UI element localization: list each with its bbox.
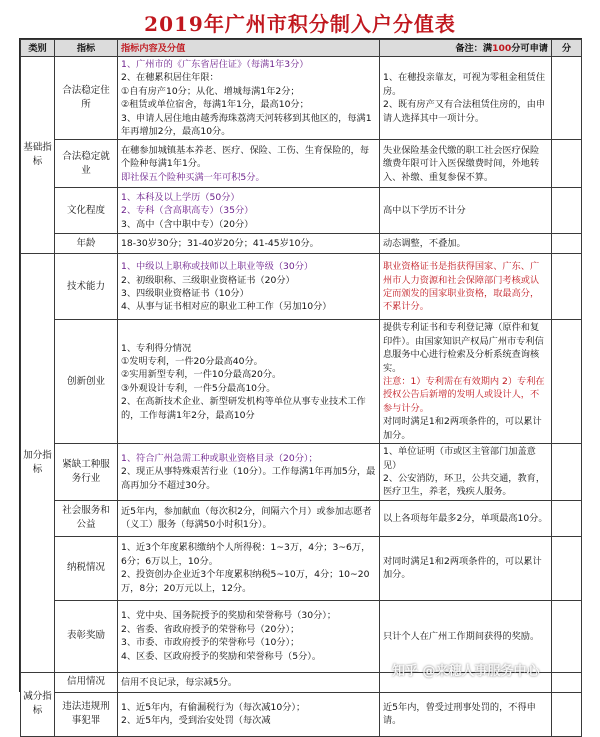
header-indicator: 指标 (55, 40, 118, 57)
notes-line: 以上各项每年最多2分，单项最高10分。 (383, 512, 548, 524)
notes-line: 对同时满足1和2两项条件的，可以累计加分。 (383, 555, 542, 581)
content-line: 1、符合广州急需工种或职业资格目录（20分）； (121, 452, 318, 464)
notes-cell (380, 500, 552, 536)
notes-cell (380, 692, 552, 736)
content-cell (118, 692, 380, 736)
table-row (21, 320, 582, 444)
score-cell (552, 600, 582, 672)
notes-cell (380, 254, 552, 320)
content-line: 1、近3个年度累积缴纳个人所得税：1~3万，4分；3~6万，6分；6万以上，10分。 (121, 542, 371, 567)
content-line: 2、投资创办企业近3个年度累积纳税5~10万，4分；10~20万，8分；20万元以上，12分。 (121, 569, 370, 594)
table-row (21, 536, 582, 600)
indicator-cell: 文化程度 (55, 188, 118, 234)
content-line: ②租赁或单位宿舍，每满1年1分，最高10分； (121, 99, 309, 111)
table-row (21, 692, 582, 736)
indicator-cell: 技术能力 (55, 254, 118, 320)
content-line: 即社保五个险种买满一年可积5分。 (121, 171, 265, 183)
notes-line: 提供专利证书和专利登记簿（原件和复印件）。由国家知识产权局广州市专利信息服务中心进行检索及分析系统查询核实。 (383, 322, 544, 374)
content-line: 3、申请人居住地由越秀海珠荔湾天河转移到其他区的，每满1年再增加2分，最高10分。 (121, 112, 372, 138)
content-line: 18-30岁30分；31-40岁20分；41-45岁10分。 (121, 238, 319, 250)
indicator-cell: 社会服务和公益 (55, 500, 118, 536)
content-line: ①发明专利，一件20分最高40分。 (121, 355, 263, 367)
notes-cell (380, 444, 552, 501)
notes-line: 只计个人在广州工作期间获得的奖励。 (383, 630, 540, 642)
content-line: 在穗参加城镇基本养老、医疗、保险、工伤、生育保险的，每个险种每满1年1分。 (121, 144, 370, 170)
notes-cell (380, 234, 552, 254)
score-cell (552, 320, 582, 444)
score-table (20, 39, 582, 737)
indicator-cell: 违法违规刑事犯罪 (55, 692, 118, 736)
score-cell (552, 140, 582, 188)
content-line: 4、区委、区政府授予的奖励和荣誉称号（5分）。 (121, 650, 322, 662)
header-notes-value: 100 (492, 42, 512, 54)
notes-cell (380, 188, 552, 234)
category-cell: 加分指标 (21, 254, 55, 672)
content-cell (118, 444, 380, 501)
content-line: ①自有房产10分；从化、增城每满1年2分； (121, 85, 300, 97)
content-cell (118, 600, 380, 672)
content-line: 2、现正从事特殊艰苦行业（10分）。工作每满1年再加5分，最高再加分不超过30分。 (121, 466, 376, 491)
score-cell (552, 254, 582, 320)
score-cell (552, 188, 582, 234)
header-score: 分 (552, 40, 582, 57)
content-cell (118, 536, 380, 600)
table-row (21, 188, 582, 234)
score-cell (552, 57, 582, 140)
content-cell (118, 254, 380, 320)
content-cell (118, 57, 380, 140)
table-header-row (21, 40, 582, 57)
content-line: ③外观设计专利，一件5分最高10分。 (121, 382, 276, 394)
notes-line: 对同时满足1和2两项条件的，可以累计加分。 (383, 416, 542, 441)
score-cell (552, 500, 582, 536)
table-row (21, 234, 582, 254)
header-notes (380, 40, 552, 57)
indicator-cell: 创新创业 (55, 320, 118, 444)
table-row (21, 57, 582, 140)
notes-line: 动态调整，不叠加。 (383, 238, 466, 250)
notes-line: 近5年内，曾受过刑事处罚的，不得申请。 (383, 701, 536, 727)
notes-cell (380, 57, 552, 140)
content-line: 3、高中（含中职中专）（20分） (121, 218, 254, 230)
score-cell (552, 234, 582, 254)
content-cell (118, 234, 380, 254)
indicator-cell: 合法稳定住所 (55, 57, 118, 140)
content-line: 信用不良记录，每宗减5分。 (121, 676, 238, 688)
content-cell (118, 320, 380, 444)
content-line: 2、近5年内，受到治安处罚（每次减 (121, 715, 271, 727)
content-cell (118, 500, 380, 536)
table-row (21, 140, 582, 188)
content-line: 1、中级以上职称或技师以上职业等级（30分） (121, 261, 314, 273)
content-line: 2、初级职称、三级职业资格证书（20分） (121, 274, 295, 286)
header-notes-suffix: 分可申请 (511, 42, 548, 54)
content-line: ②实用新型专利，一件10分最高20分。 (121, 369, 282, 381)
page-title: 2019年广州市积分制入户分值表 (144, 12, 456, 36)
content-cell (118, 140, 380, 188)
content-line: 2、在穗累积居住年限： (121, 72, 219, 84)
notes-cell (380, 320, 552, 444)
notes-line: 高中以下学历不计分 (383, 205, 466, 217)
indicator-cell: 合法稳定就业 (55, 140, 118, 188)
indicator-cell: 年龄 (55, 234, 118, 254)
content-line: 近5年内，参加献血（每次积2分，间隔六个月）或参加志愿者（义工）服务（每满50小时积1分）。 (121, 505, 372, 531)
notes-line: 注意：1）专利需在有效期内 2）专利在授权公告后新增的发明人或设计人，不参与计分。 (383, 376, 545, 414)
table-row (21, 500, 582, 536)
indicator-cell: 纳税情况 (55, 536, 118, 600)
indicator-cell: 紧缺工种服务行业 (55, 444, 118, 501)
content-line: 3、市委、市政府授予的荣誉称号（10分）； (121, 637, 300, 649)
content-line: 2、专科（含高职高专）（35分） (121, 205, 254, 217)
notes-line: 1、在穗投亲靠友，可视为零租金租赁住房。 (383, 72, 546, 97)
score-cell (552, 692, 582, 736)
notes-line: 职业资格证书是指获得国家、广东、广州市人力资源和社会保障部门考核或认定而颁发的国家职业资格，取最高分，不累计分。 (383, 261, 540, 313)
content-cell (118, 672, 380, 692)
notes-cell (380, 536, 552, 600)
table-row (21, 254, 582, 320)
notes-line: 失业保险基金代缴的职工社会医疗保险缴费年限可计入医保缴费时间，外地转入、补缴、重复参保不算。 (383, 144, 540, 183)
score-table-container (19, 38, 582, 727)
notes-line: 2、既有房产又有合法租赁住房的，由申请人选择其中一项计分。 (383, 99, 546, 124)
content-line: 1、党中央、国务院授予的奖励和荣誉称号（30分）； (121, 610, 337, 622)
score-cell (552, 536, 582, 600)
indicator-cell: 表彰奖励 (55, 600, 118, 672)
content-line: 1、本科及以上学历（50分） (121, 191, 240, 203)
category-cell: 减分指标 (21, 672, 55, 736)
watermark-text: 知乎 @来穗人事服务中心 (392, 664, 540, 679)
category-cell: 基础指标 (21, 57, 55, 254)
content-line: 1、近5年内，有偷漏税行为（每次减10分）； (121, 701, 306, 713)
notes-line: 1、单位证明（市或区主管部门加盖意见） (383, 446, 536, 471)
notes-cell (380, 140, 552, 188)
watermark (392, 660, 540, 679)
content-line: 2、省委、省政府授予的荣誉称号（20分）； (121, 623, 300, 635)
score-cell (552, 672, 582, 692)
content-line: 1、专利得分情况 (121, 342, 192, 354)
indicator-cell: 信用情况 (55, 672, 118, 692)
content-line: 3、四级职业资格证书（10分） (121, 287, 249, 299)
content-cell (118, 188, 380, 234)
score-cell (552, 444, 582, 501)
header-category: 类别 (21, 40, 55, 57)
content-line: 4、从事与证书相对应的职业工种工作（另加10分） (121, 301, 332, 313)
header-notes-prefix: 备注：满 (455, 42, 493, 54)
table-row (21, 444, 582, 501)
content-line: 1、广州市的《广东省居住证》（每满1年3分） (121, 59, 309, 70)
content-line: 2、在高新技术企业、新型研发机构等单位从事专业技术工作的，工作每满1年2分，最高10分 (121, 396, 366, 421)
notes-line: 2、公安消防，环卫，公共交通，教育，医疗卫生，养老，残疾人服务。 (383, 472, 546, 498)
header-content: 指标内容及分值 (118, 40, 380, 57)
